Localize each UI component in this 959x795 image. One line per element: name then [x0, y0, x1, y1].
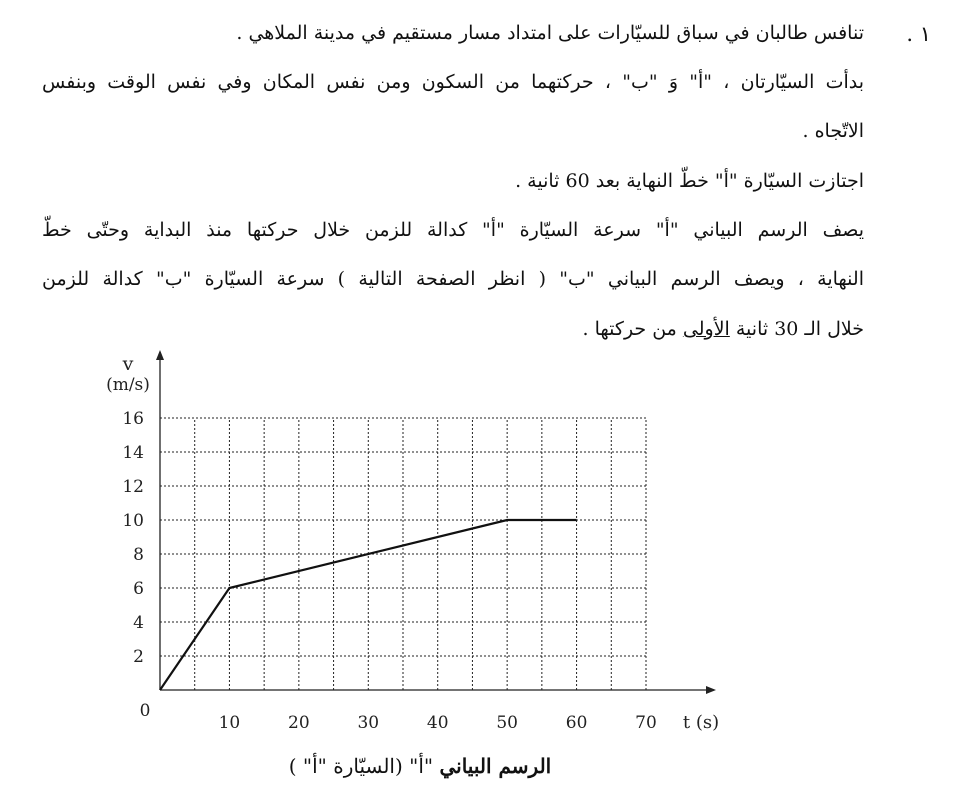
- question-line-6: النهاية ، ويصف الرسم البياني "ب" ( انظر الصفحة التالية ) سرعة السيّارة "ب" كدالة للزمن: [42, 268, 864, 290]
- velocity-time-chart: [0, 340, 740, 750]
- y-axis-symbol: v: [122, 353, 134, 375]
- y-axis-unit: (m/s): [106, 375, 150, 395]
- y-tick-label: 12: [122, 477, 144, 497]
- y-axis-arrow: [156, 350, 164, 360]
- question-line-1: تنافس طالبان في سباق للسيّارات على امتداد مسار مستقيم في مدينة الملاهي .: [236, 22, 864, 44]
- question-line-7: [583, 318, 864, 340]
- x-tick-label: 50: [496, 713, 518, 733]
- x-tick-label: 30: [357, 713, 380, 733]
- x-axis-label: t (s): [682, 712, 720, 733]
- chart-caption-bold: الرسم البياني: [439, 754, 552, 778]
- y-tick-label: 14: [122, 443, 144, 463]
- chart-grid: [160, 418, 646, 690]
- question-number: ١ .: [906, 22, 931, 46]
- y-tick-label: 6: [133, 579, 144, 599]
- y-tick-label: 4: [133, 613, 144, 633]
- question-line-7-start: خلال الـ 30 ثانية: [729, 318, 864, 340]
- x-tick-label: 20: [288, 713, 310, 733]
- y-tick-label: 16: [122, 409, 144, 429]
- question-line-5: يصف الرسم البياني "أ" سرعة السيّارة "أ" كدالة للزمن خلال حركتها منذ البداية وحتّى خطّ: [42, 219, 864, 241]
- question-line-7-end: من حركتها .: [582, 318, 683, 340]
- origin-label: 0: [139, 701, 151, 721]
- x-tick-label: 60: [565, 713, 588, 733]
- x-tick-label: 70: [635, 713, 657, 733]
- x-tick-label: 10: [218, 713, 241, 733]
- chart-caption-rest: "أ" (السيّارة "أ" ): [288, 754, 440, 778]
- y-tick-label: 10: [122, 511, 144, 531]
- question-underlined-word: الأولى: [682, 318, 730, 340]
- question-line-3: الاتّجاه .: [802, 120, 864, 142]
- y-tick-label: 2: [133, 647, 144, 667]
- x-tick-label: 40: [426, 713, 449, 733]
- x-axis-arrow: [706, 686, 716, 694]
- question-line-2: بدأت السيّارتان ، "أ" وَ "ب" ، حركتهما من السكون ومن نفس المكان وفي نفس الوقت وبنفس: [42, 71, 864, 93]
- chart-axes: [156, 350, 716, 694]
- chart-caption: [270, 754, 570, 778]
- question-line-4: اجتازت السيّارة "أ" خطّ النهاية بعد 60 ثانية .: [515, 170, 864, 192]
- y-tick-label: 8: [133, 545, 144, 565]
